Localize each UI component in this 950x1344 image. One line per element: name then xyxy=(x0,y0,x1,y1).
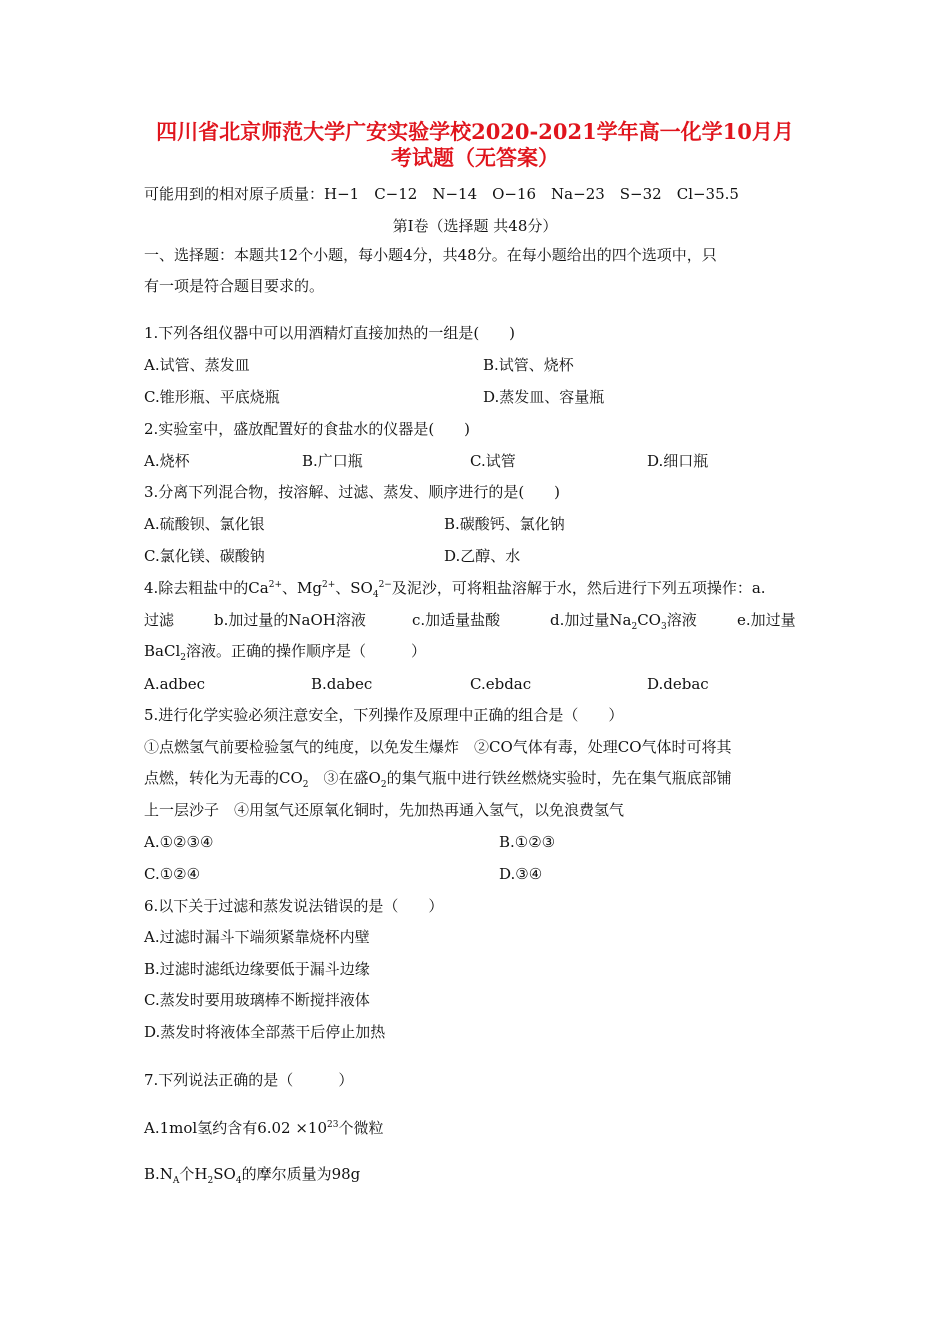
q4-step-a: 过滤 xyxy=(144,611,175,629)
q3-option-d: D.乙醇、水 xyxy=(444,547,521,565)
q4-text: 、SO xyxy=(335,579,373,597)
q4-option-b: B.dabec xyxy=(311,675,373,693)
q5-statement-line2 xyxy=(144,768,732,788)
q4-mg-charge: 2+ xyxy=(321,580,336,590)
q7-na-sub: A xyxy=(172,1176,180,1186)
q4-step-d-text: d.加过量Na xyxy=(550,611,632,629)
q5-option-a: A.①②③④ xyxy=(144,833,214,851)
q5-text: ③在盛O xyxy=(308,769,381,787)
q7-option-b-text: B.N xyxy=(144,1165,173,1183)
q7-option-b-text: 的摩尔质量为98g xyxy=(241,1165,361,1183)
q2-stem: 2.实验室中，盛放配置好的食盐水的仪器是( ) xyxy=(144,420,471,438)
instructions-line2: 有一项是符合题目要求的。 xyxy=(144,277,325,295)
q4-step-d-text: 溶液 xyxy=(666,611,697,629)
q6-option-a: A.过滤时漏斗下端须紧靠烧杯内壁 xyxy=(144,928,370,946)
q7-option-a-text: A.1mol氢约含有6.02 ×10 xyxy=(144,1119,328,1137)
exam-title-line2: 考试题（无答案） xyxy=(391,145,559,170)
q5-text: 点燃，转化为无毒的CO xyxy=(144,769,303,787)
q4-so4-charge: 2− xyxy=(378,580,392,590)
q7-stem: 7.下列说法正确的是（ ） xyxy=(144,1071,354,1089)
q2-option-c: C.试管 xyxy=(470,452,516,470)
q3-stem: 3.分离下列混合物，按溶解、过滤、蒸发、顺序进行的是( ) xyxy=(144,483,561,501)
q6-option-b: B.过滤时滤纸边缘要低于漏斗边缘 xyxy=(144,960,370,978)
q4-bacl2-sub: 2 xyxy=(180,653,186,663)
q4-step-d-sub: 3 xyxy=(660,622,667,632)
q3-option-b: B.碳酸钙、氯化钠 xyxy=(444,515,565,533)
q2-option-b: B.广口瓶 xyxy=(302,452,363,470)
q4-option-a: A.adbec xyxy=(144,675,206,693)
q4-text: 4.除去粗盐中的Ca xyxy=(144,579,269,597)
q4-step-d-sub: 2 xyxy=(631,622,638,632)
q2-option-d: D.细口瓶 xyxy=(647,452,709,470)
q5-o2-sub: 2 xyxy=(380,780,387,790)
q1-option-b: B.试管、烧杯 xyxy=(483,356,574,374)
q4-step-e: e.加过量 xyxy=(737,611,796,629)
q7-exponent: 23 xyxy=(327,1120,339,1130)
q1-option-a: A.试管、蒸发皿 xyxy=(144,356,250,374)
q3-option-a: A.硫酸钡、氯化银 xyxy=(144,515,265,533)
q4-option-d: D.debac xyxy=(647,675,709,693)
q7-option-a-text: 个微粒 xyxy=(338,1119,384,1137)
q5-text: 的集气瓶中进行铁丝燃烧实验时，先在集气瓶底部铺 xyxy=(386,769,732,787)
q4-text: BaCl xyxy=(144,642,181,660)
q4-ca-charge: 2+ xyxy=(268,580,283,590)
q4-text: 及泥沙，可将粗盐溶解于水，然后进行下列五项操作：a. xyxy=(391,579,766,597)
q1-option-d: D.蒸发皿、容量瓶 xyxy=(483,388,605,406)
q4-step-d-text: CO xyxy=(637,611,661,629)
q6-stem: 6.以下关于过滤和蒸发说法错误的是（ ） xyxy=(144,897,444,915)
q6-option-d: D.蒸发时将液体全部蒸干后停止加热 xyxy=(144,1023,386,1041)
q1-stem: 1.下列各组仪器中可以用酒精灯直接加热的一组是( ) xyxy=(144,324,516,342)
q5-stem: 5.进行化学实验必须注意安全，下列操作及原理中正确的组合是（ ） xyxy=(144,706,624,724)
q5-option-c: C.①②④ xyxy=(144,865,201,883)
q4-step-b: b.加过量的NaOH溶液 xyxy=(214,611,366,629)
q7-so4-sub: 4 xyxy=(235,1176,242,1186)
q5-co2-sub: 2 xyxy=(302,780,309,790)
q6-option-c: C.蒸发时要用玻璃棒不断搅拌液体 xyxy=(144,991,370,1009)
instructions-line1: 一、选择题：本题共12个小题，每小题4分，共48分。在每小题给出的四个选项中，只 xyxy=(144,246,717,264)
q2-option-a: A.烧杯 xyxy=(144,452,190,470)
q5-statement-line3: 上一层沙子 ④用氢气还原氧化铜时，先加热再通入氢气，以免浪费氢气 xyxy=(144,801,625,819)
exam-title-line1: 四川省北京师范大学广安实验学校2020-2021学年高一化学10月月 xyxy=(156,119,794,144)
q5-statement-line1: ①点燃氢气前要检验氢气的纯度，以免发生爆炸 ②CO气体有毒，处理CO气体时可将其 xyxy=(144,738,732,756)
q4-stem-line3 xyxy=(144,641,426,661)
q3-option-c: C.氯化镁、碳酸钠 xyxy=(144,547,265,565)
q4-text: 溶液。正确的操作顺序是（ ） xyxy=(185,642,426,660)
q5-option-d: D.③④ xyxy=(499,865,543,883)
q1-option-c: C.锥形瓶、平底烧瓶 xyxy=(144,388,280,406)
q4-so4-subscript: 4 xyxy=(372,590,379,600)
atomic-masses: 可能用到的相对原子质量：H−1 C−12 N−14 O−16 Na−23 S−32 Cl−35.5 xyxy=(144,185,739,203)
section-heading: 第Ⅰ卷（选择题 共48分） xyxy=(392,217,558,235)
q4-option-c: C.ebdac xyxy=(470,675,532,693)
q4-step-d xyxy=(550,610,697,630)
q7-h2-sub: 2 xyxy=(207,1176,214,1186)
q4-step-c: c.加适量盐酸 xyxy=(412,611,501,629)
q4-text: 、Mg xyxy=(282,579,322,597)
q7-option-a xyxy=(144,1118,384,1138)
q7-option-b-text: 个H xyxy=(179,1165,208,1183)
q4-stem-line1 xyxy=(144,578,766,598)
q5-option-b: B.①②③ xyxy=(499,833,556,851)
q7-option-b xyxy=(144,1164,360,1184)
q7-option-b-text: SO xyxy=(213,1165,236,1183)
